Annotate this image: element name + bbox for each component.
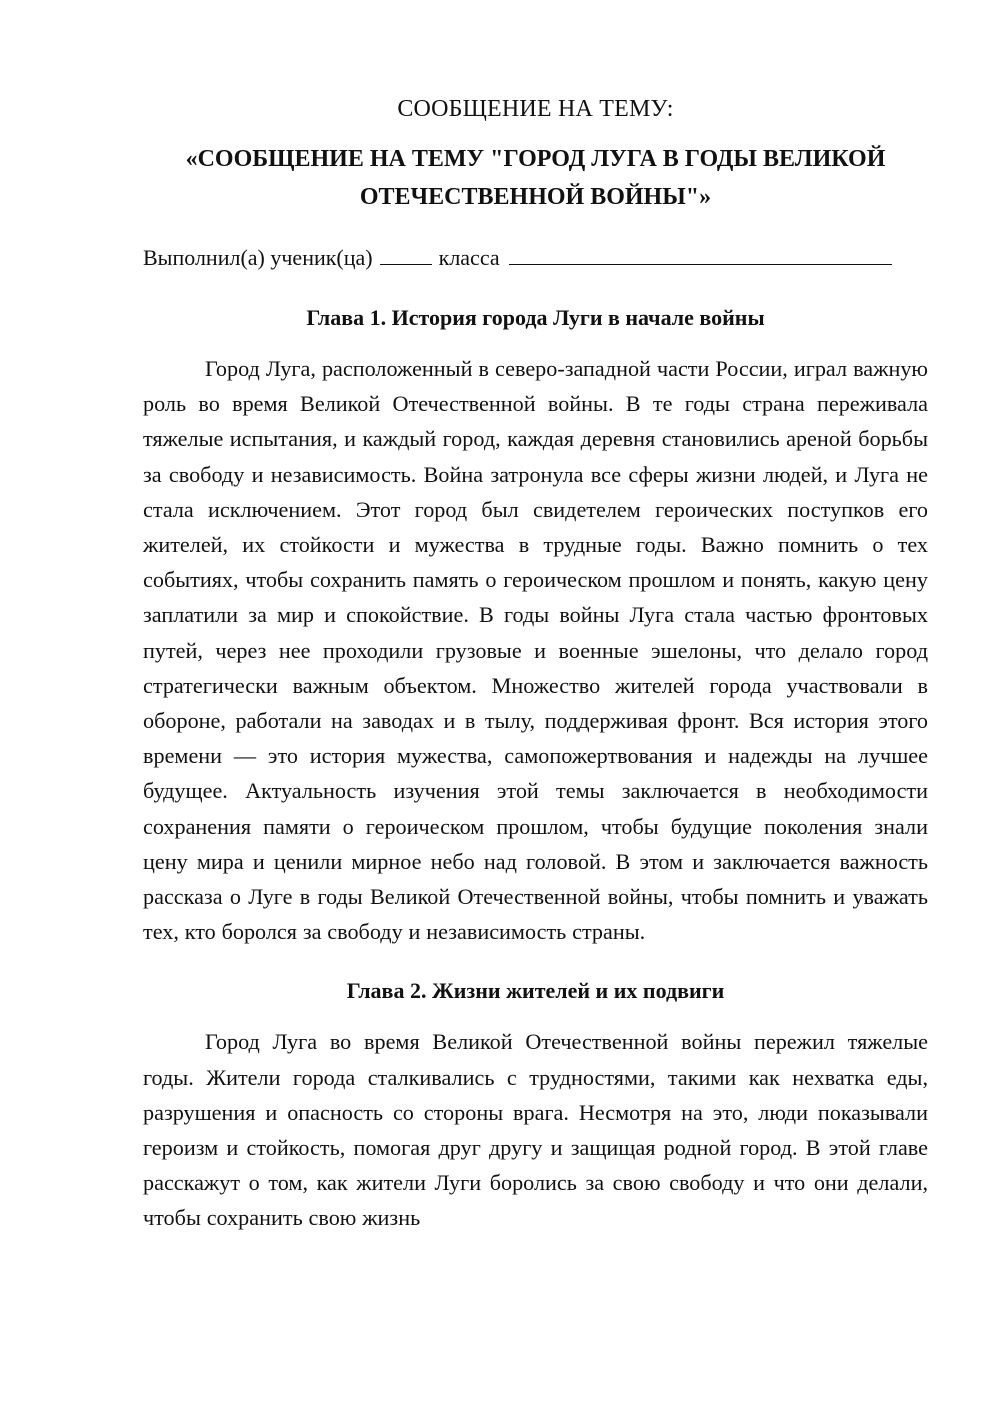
- class-word: класса: [438, 245, 500, 270]
- chapter-1-heading: Глава 1. История города Луги в начале войны: [306, 305, 765, 330]
- author-prefix: Выполнил(а) ученик(ца): [143, 245, 373, 270]
- class-number-blank: [380, 242, 432, 265]
- document-header: СООБЩЕНИЕ НА ТЕМУ:: [397, 96, 674, 122]
- chapter-1-paragraph: Город Луга, расположенный в северо-западной части России, играл важную роль во время Великой Отечественной войны. В те годы страна переживала тяжелые испытания, и каждый город, каждая деревня становились ареной борьбы за свободу и независимость. Война затронула все сферы жизни людей, и Луга не стала исключением. Этот город был свидетелем героических поступков его жителей, их стойкости и мужества в трудные годы. Важно помнить о тех событиях, чтобы сохранить память о героическом прошлом и понять, какую цену заплатили за мир и спокойствие. В годы войны Луга стала частью фронтовых путей, через нее проходили грузовые и военные эшелоны, что делало город стратегически важным объектом. Множество жителей города участвовали в обороне, работали на заводах и в тылу, поддерживая фронт. Вся история этого времени — это история мужества, самопожертвования и надежды на лучшее будущее. Актуальность изучения этой темы заключается в необходимости сохранения памяти о героическом прошлом, чтобы будущие поколения знали цену мира и ценили мирное небо над головой. В этом и заключается важность рассказа о Луге в годы Великой Отечественной войны, чтобы помнить и уважать тех, кто боролся за свободу и независимость страны.: [143, 356, 928, 945]
- author-line: [143, 240, 928, 275]
- document-content: [143, 92, 928, 1236]
- chapter-2-paragraph: Город Луга во время Великой Отечественной войны пережил тяжелые годы. Жители города сталкивались с трудностями, такими как нехватка еды, разрушения и опасность со стороны врага. Несмотря на это, люди показывали героизм и стойкость, помогая друг другу и защищая родной город. В этой главе расскажут о том, как жители Луги боролись за свою свободу и что они делали, чтобы сохранить свою жизнь: [143, 1029, 928, 1231]
- chapter-2-heading: Глава 2. Жизни жителей и их подвиги: [346, 978, 725, 1004]
- document-title: «СООБЩЕНИЕ НА ТЕМУ "ГОРОД ЛУГА В ГОДЫ ВЕЛИКОЙ ОТЕЧЕСТВЕННОЙ ВОЙНЫ"»: [185, 146, 886, 210]
- student-name-blank: [509, 242, 892, 265]
